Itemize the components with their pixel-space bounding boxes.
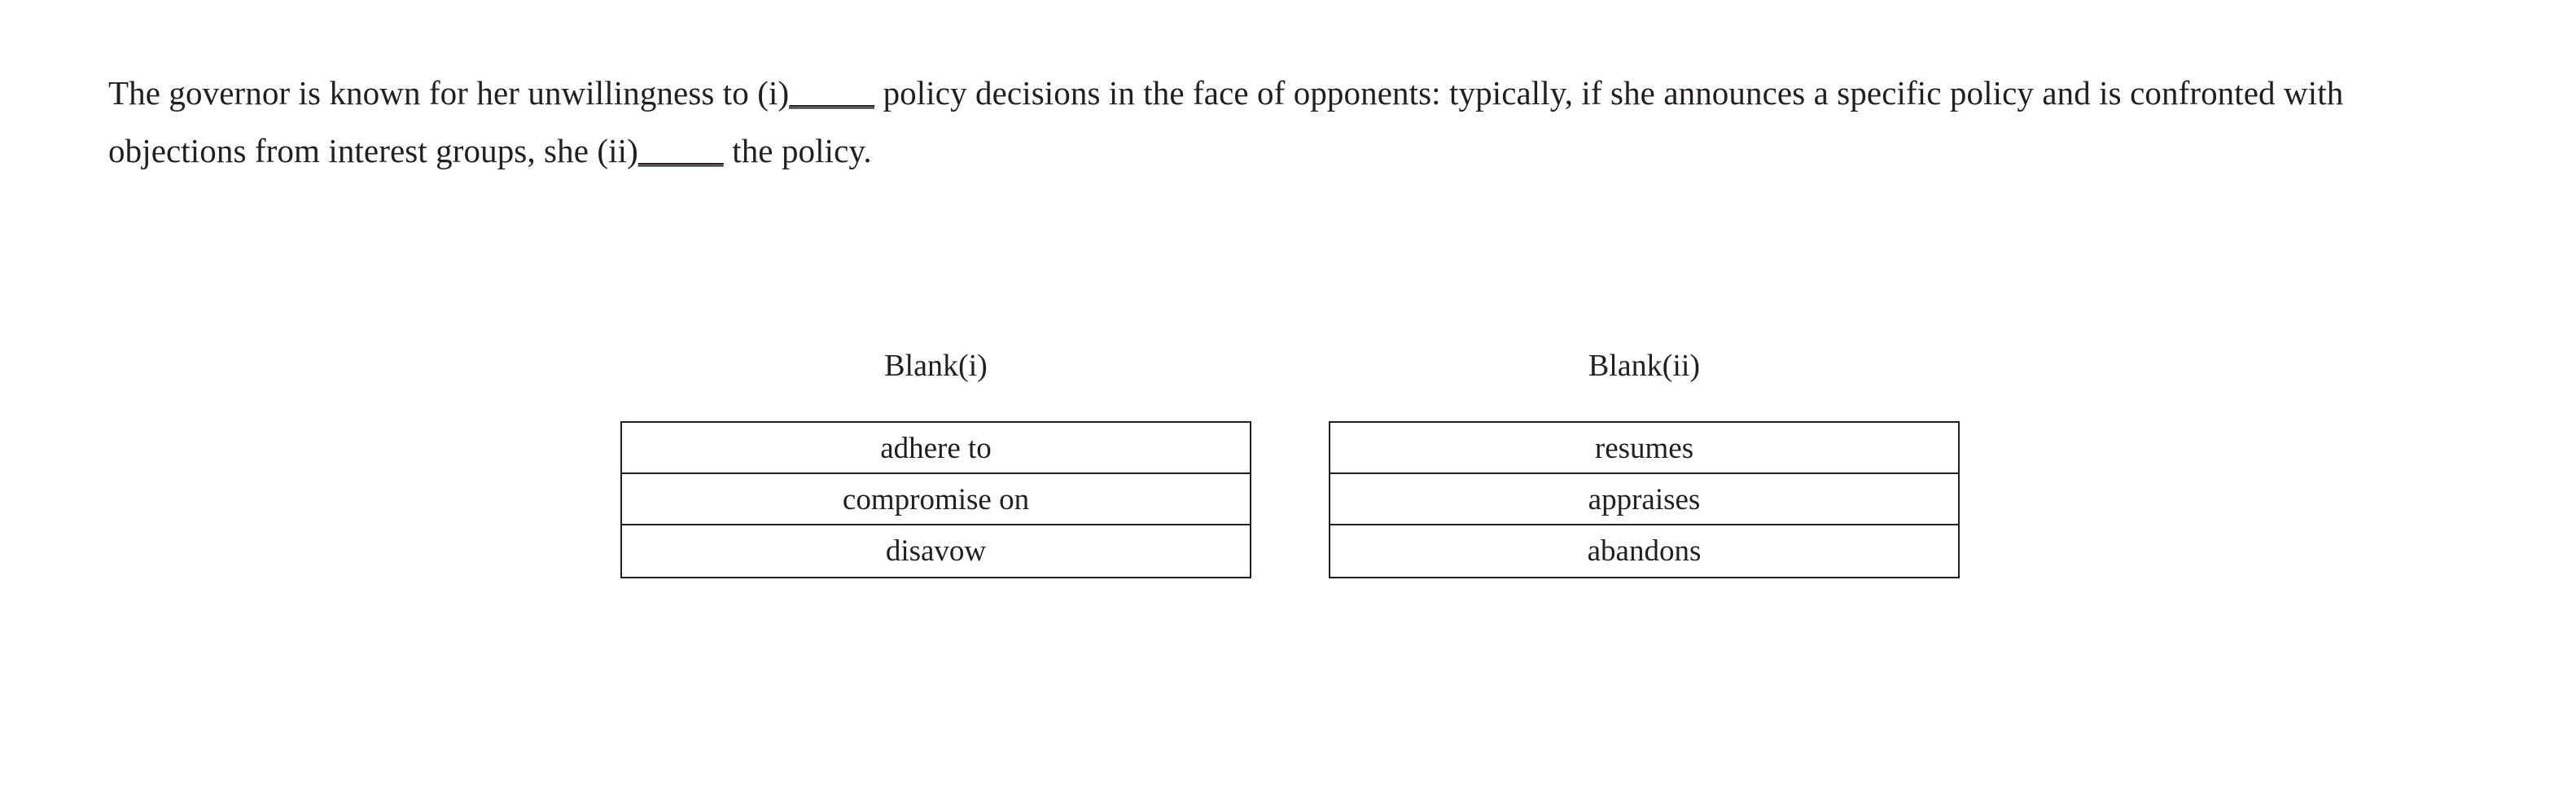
option-table-blank-i	[620, 421, 1251, 578]
option-blank-i-1[interactable]: adhere to	[622, 423, 1250, 474]
option-blank-ii-2[interactable]: appraises	[1330, 474, 1958, 525]
answer-column-blank-ii	[1329, 350, 1960, 578]
question-text-part-2: policy decisions in the face of opponents: typically, if she announces a specific policy and is confronted with objections from interest groups, she (ii)	[108, 74, 2344, 169]
answer-columns	[620, 350, 1960, 578]
answer-column-blank-i	[620, 350, 1251, 578]
blank-i-placeholder: _____	[789, 74, 875, 112]
column-heading-blank-i: Blank(i)	[884, 349, 988, 383]
question-prompt	[108, 31, 2355, 213]
question-text-part-3: the policy.	[723, 131, 872, 169]
option-blank-i-3[interactable]: disavow	[622, 525, 1250, 577]
option-table-blank-ii	[1329, 421, 1960, 578]
question-sentence	[108, 64, 2355, 179]
option-blank-ii-3[interactable]: abandons	[1330, 525, 1958, 577]
option-blank-i-2[interactable]: compromise on	[622, 474, 1250, 525]
column-heading-blank-ii: Blank(ii)	[1588, 349, 1701, 383]
option-blank-ii-1[interactable]: resumes	[1330, 423, 1958, 474]
blank-ii-placeholder: _____	[637, 131, 724, 169]
question-text-part-1: The governor is known for her unwillingness to (i)	[108, 74, 790, 112]
